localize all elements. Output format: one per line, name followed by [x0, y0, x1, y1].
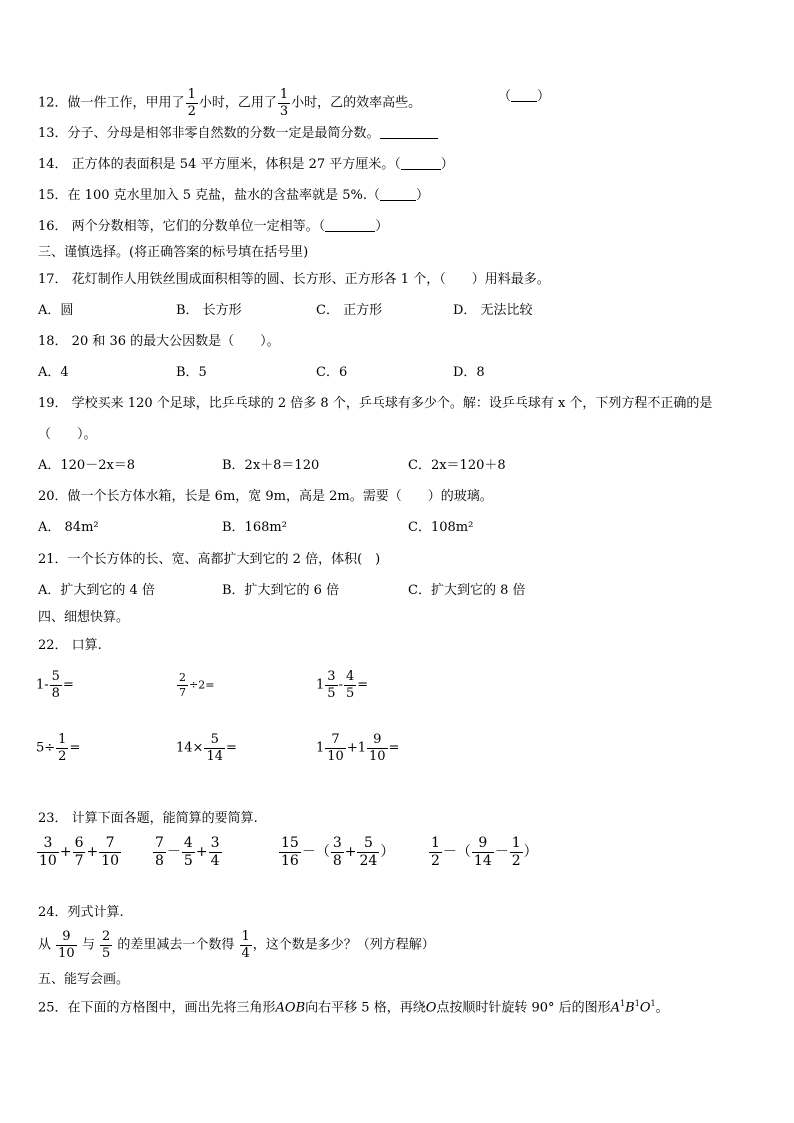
expression-3 — [278, 836, 394, 868]
mental-calc-4: 5÷ $\frac{1}{2}$ = — [36, 732, 81, 764]
option-a[interactable]: A．4 — [38, 365, 69, 380]
option-c[interactable]: C．108m² — [408, 520, 474, 535]
question-24-body: 从 $\frac{9}{10}$ 与 $\frac{2}{5}$ 的差里减去一个数得 $\frac{1}{4}$ ，这个数是多少？（列方程解） — [38, 929, 435, 961]
option-b[interactable]: B． 长方形 — [176, 303, 242, 318]
option-a[interactable]: A．扩大到它的 4 倍 — [38, 583, 155, 598]
answer-blank[interactable] — [325, 220, 375, 232]
question-16: 16． 两个分数相等，它们的分数单位一定相等。（ ） — [38, 219, 389, 234]
option-c[interactable]: C．6 — [316, 365, 348, 380]
fraction: $\frac{4}{5}$ — [183, 835, 193, 869]
fraction: $\frac{9}{14}$ — [473, 835, 492, 869]
operator: + — [344, 844, 357, 861]
question-13: 13．分子、分母是相邻非零自然数的分数一定是最简分数。 — [38, 127, 438, 140]
option-a[interactable]: A．圆 — [38, 303, 74, 318]
expression-1 — [36, 836, 122, 868]
fraction: $\frac{1}{3}$ — [279, 87, 289, 119]
mental-calc-3: 1 $\frac{3}{5}$ - $\frac{4}{5}$ = — [316, 669, 369, 701]
section-heading-4: 四、细想快算。 — [38, 610, 130, 625]
operator: + — [195, 844, 208, 861]
option-b[interactable]: B．168m² — [222, 520, 287, 535]
fraction: $\frac{15}{16}$ — [281, 835, 299, 869]
mental-calc-6: 1 $\frac{7}{10}$ +1 $\frac{9}{10}$ = — [316, 732, 400, 764]
answer-blank[interactable] — [380, 127, 438, 139]
option-a[interactable]: A． 84m² — [38, 520, 99, 535]
operator: －（ — [301, 844, 330, 861]
fraction: $\frac{1}{2}$ — [431, 835, 440, 869]
operator: ） — [380, 844, 395, 861]
operator: + — [59, 844, 72, 861]
mental-calc-5: 14× $\frac{5}{14}$ = — [176, 732, 237, 764]
fraction: $\frac{6}{7}$ — [74, 835, 84, 869]
option-b[interactable]: B．2x＋8＝120 — [222, 458, 320, 473]
fraction: $\frac{3}{4}$ — [210, 835, 220, 869]
section-heading-5: 五、能写会画。 — [38, 972, 130, 987]
question-19-cont: （ ）。 — [38, 427, 97, 442]
operator: －（ — [442, 844, 471, 861]
option-d[interactable]: D．8 — [453, 365, 485, 380]
question-19: 19． 学校买来 120 个足球，比乒乓球的 2 倍多 8 个，乒乓球有多少个。解：设乒乓球有 x 个，下列方程不正确的是 — [38, 396, 713, 411]
section-heading-3: 三、谨慎选择。(将正确答案的标号填在括号里) — [38, 245, 309, 260]
fraction: $\frac{3}{8}$ — [332, 835, 342, 869]
question-17: 17． 花灯制作人用铁丝围成面积相等的圆、长方形、正方形各 1 个，（ ）用料最多。 — [38, 272, 550, 287]
option-b[interactable]: B．扩大到它的 6 倍 — [222, 583, 340, 598]
option-c[interactable]: C．扩大到它的 8 倍 — [408, 583, 526, 598]
answer-blank[interactable] — [380, 189, 416, 201]
option-a[interactable]: A．120－2x＝8 — [38, 458, 136, 473]
question-18: 18． 20 和 36 的最大公因数是（ ）。 — [38, 334, 280, 349]
question-14: 14． 正方体的表面积是 54 平方厘米，体积是 27 平方厘米。（ ） — [38, 157, 454, 172]
operator: － — [494, 844, 509, 861]
question-23: 23． 计算下面各题，能简算的要简算. — [38, 811, 258, 826]
mental-calc-2: $\frac{2}{7}$ ÷2= — [179, 671, 215, 699]
fraction: $\frac{7}{8}$ — [155, 835, 164, 869]
question-12: 12．做一件工作，甲用了 $\frac{1}{2}$ 小时，乙用了 $\frac{1}{3}$ 小时，乙的效率高些。 — [38, 87, 422, 119]
fraction: $\frac{3}{10}$ — [39, 835, 57, 869]
option-c[interactable]: C．2x＝120＋8 — [408, 458, 506, 473]
option-b[interactable]: B．5 — [176, 365, 207, 380]
fraction: $\frac{5}{24}$ — [359, 835, 378, 869]
answer-blank[interactable]: （ ） — [498, 89, 551, 104]
operator: + — [86, 844, 99, 861]
operator: ） — [523, 844, 538, 861]
option-c[interactable]: C． 正方形 — [316, 303, 383, 318]
question-22: 22． 口算. — [38, 638, 102, 653]
fraction: $\frac{1}{2}$ — [511, 835, 521, 869]
question-21: 21．一个长方体的长、宽、高都扩大到它的 2 倍，体积( ) — [38, 552, 381, 567]
option-d[interactable]: D． 无法比较 — [453, 303, 533, 318]
fraction: $\frac{1}{2}$ — [187, 87, 196, 119]
question-24: 24．列式计算. — [38, 905, 124, 920]
question-25: 25．在下面的方格图中，画出先将三角形AOB向右平移 5 格，再绕O点按顺时针旋转 90° 后的图形$A^1B^1O^1$。 — [38, 999, 669, 1016]
question-20: 20．做一个长方体水箱，长是 6m，宽 9m，高是 2m。需要（ ）的玻璃。 — [38, 489, 493, 504]
expression-4 — [428, 836, 538, 868]
mental-calc-1: 1- $\frac{5}{8}$ = — [36, 669, 74, 701]
answer-blank[interactable] — [401, 158, 441, 170]
question-15: 15．在 100 克水里加入 5 克盐，盐水的含盐率就是 5%.（ ） — [38, 188, 430, 203]
expression-2 — [152, 836, 223, 868]
fraction: $\frac{7}{10}$ — [101, 835, 120, 869]
operator: － — [166, 844, 181, 861]
